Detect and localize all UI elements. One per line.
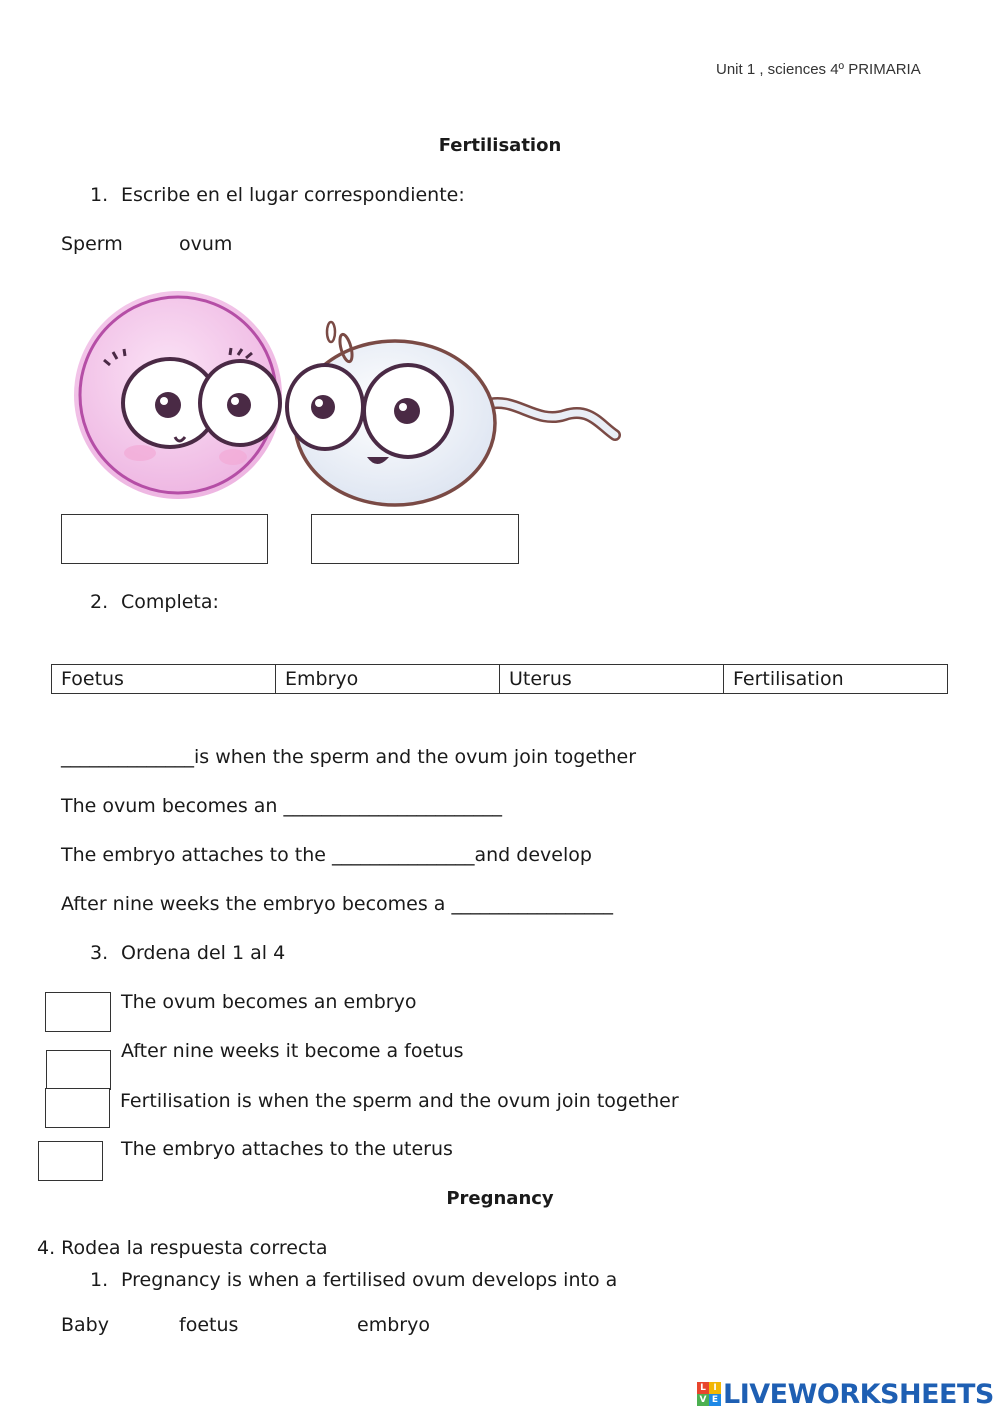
word-bank-table — [51, 664, 948, 694]
liveworksheets-logo-text: LIVEWORKSHEETS — [723, 1378, 994, 1410]
order-box-2[interactable] — [46, 1050, 111, 1090]
word-bank-uterus: Uterus — [500, 665, 724, 694]
sperm-drawing — [287, 322, 615, 505]
order-box-4[interactable] — [38, 1141, 103, 1181]
ovum-sperm-illustration — [55, 285, 635, 510]
word-bank-foetus: Foetus — [52, 665, 276, 694]
fill-sentence-3[interactable]: The embryo attaches to the _______________and develop — [61, 844, 592, 866]
section-title-pregnancy: Pregnancy — [446, 1188, 554, 1209]
order-item-1: The ovum becomes an embryo — [121, 991, 417, 1013]
order-item-4: The embryo attaches to the uterus — [121, 1138, 453, 1160]
liveworksheets-logo-icon: L I V E — [697, 1382, 721, 1406]
order-box-1[interactable] — [45, 992, 111, 1032]
answer-box-ovum[interactable] — [61, 514, 268, 564]
q1-word-ovum: ovum — [179, 233, 233, 255]
word-bank-embryo: Embryo — [276, 665, 500, 694]
page-title: Fertilisation — [438, 135, 562, 156]
option-baby[interactable]: Baby — [61, 1314, 109, 1336]
order-item-2: After nine weeks it become a foetus — [121, 1040, 464, 1062]
word-bank-fertilisation: Fertilisation — [724, 665, 948, 694]
q1-instruction: Escribe en el lugar correspondiente: — [121, 184, 465, 206]
order-item-3: Fertilisation is when the sperm and the ovum join together — [120, 1090, 679, 1112]
fill-sentence-4[interactable]: After nine weeks the embryo becomes a _________________ — [61, 893, 613, 915]
answer-box-sperm[interactable] — [311, 514, 519, 564]
q3-instruction: Ordena del 1 al 4 — [121, 942, 286, 964]
q2-number: 2. — [90, 591, 109, 613]
q4-instruction: 4. Rodea la respuesta correcta — [37, 1237, 328, 1259]
q1-word-sperm: Sperm — [61, 233, 123, 255]
fill-sentence-1[interactable]: ______________is when the sperm and the ovum join together — [61, 746, 637, 768]
liveworksheets-logo — [697, 1377, 994, 1411]
option-embryo[interactable]: embryo — [357, 1314, 430, 1336]
fill-sentence-2[interactable]: The ovum becomes an _______________________ — [61, 795, 503, 817]
q2-instruction: Completa: — [121, 591, 219, 613]
order-box-3[interactable] — [45, 1088, 110, 1128]
q4-sub-number: 1. — [90, 1269, 109, 1291]
ovum-drawing — [74, 291, 282, 499]
page-header: Unit 1 , sciences 4º PRIMARIA — [716, 61, 921, 78]
q4-sub-question: Pregnancy is when a fertilised ovum develops into a — [121, 1269, 618, 1291]
option-foetus[interactable]: foetus — [179, 1314, 239, 1336]
q1-number: 1. — [90, 184, 109, 206]
q3-number: 3. — [90, 942, 109, 964]
